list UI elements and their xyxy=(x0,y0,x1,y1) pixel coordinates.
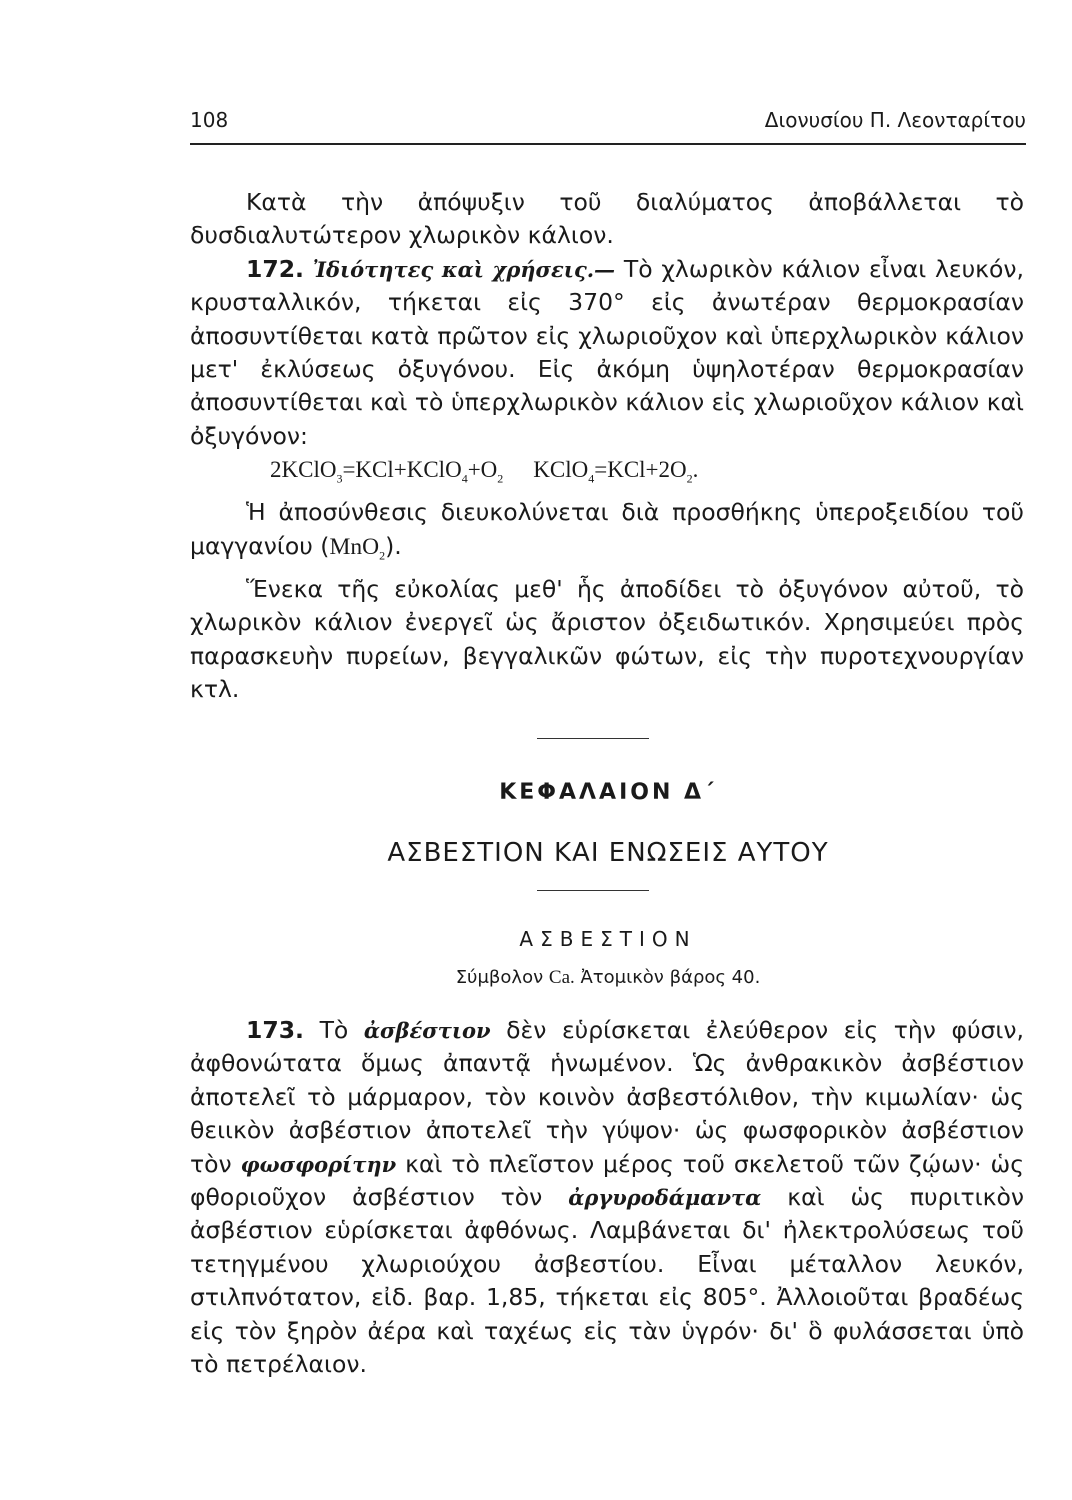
chemical-equations xyxy=(190,453,1024,496)
term-argyrodamas: ἀργυροδάμαντα xyxy=(568,1185,762,1211)
equation-1: $2KClO_3=KCl+KClO_4+O_2$ xyxy=(270,457,504,486)
element-heading: ΑΣΒΕΣΤΙΟΝ xyxy=(519,927,697,951)
element-symbol: Ca. xyxy=(548,967,575,988)
page-number: 108 xyxy=(190,108,229,132)
section-172-body: Τὸ χλωρικὸν κάλιον εἶναι λευκόν, κρυσταλλικόν, τήκεται εἰς 370° εἰς ἀνωτέραν θερμοκρασίαν ἀποσυντίθεται κατὰ πρῶτον εἰς χλωριοῦχον καὶ ὑπερχλωρικὸν κάλιον μετ' ἐκλύσεως ὀξυγόνου. Εἰς ἀκόμη ὑψηλοτέραν θερμοκρασίαν ἀποσυντίθεται καὶ τὸ ὑπερχλωρικὸν κάλιον εἰς χλωριοῦχον κάλιον καὶ ὀξυγόνον: xyxy=(190,254,1024,450)
upper-text-block xyxy=(190,186,1024,706)
decomposition-paragraph: Ἡ ἀποσύνθεσις διευκολύνεται διὰ προσθήκης ὑπεροξειδίου τοῦ μαγγανίου (MnO$_2$). xyxy=(190,498,1024,563)
section-172-heading: Ἰδιότητες καὶ χρήσεις.— xyxy=(312,256,616,282)
section-172-number: 172. xyxy=(246,254,304,283)
page-header xyxy=(190,108,1026,132)
term-asvestion: ἀσβέστιον xyxy=(363,1018,491,1043)
separator-rule-1 xyxy=(537,738,649,739)
section-173-paragraph: 173. Τὸ ἀσβέστιον δὲν εὑρίσκεται ἐλεύθερον εἰς τὴν φύσιν, ἀφθονώτατα ὅμως ἀπαντᾷ ἡνωμένον. Ὡς ἀνθρακικὸν ἀσβέστιον ἀποτελεῖ τὸ μάρμαρον, τὸν κοινὸν ἀσβεστόλιθον, τὴν κιμωλίαν· ὡς θειικὸν ἀσβέστιον ἀποτελεῖ τὴν γύψον· ὡς φωσφορικὸν ἀσβέστιον τὸν φωσφορίτην καὶ τὸ πλεῖστον μέρος τοῦ σκελετοῦ τῶν ζῴων· ὡς φθοριοῦχον ἀσβέστιον τὸν ἀργυροδάμαντα καὶ ὡς πυριτικὸν ἀσβέστιον εὑρίσκεται ἀφθόνως. Λαμβάνεται δι' ἠλεκτρολύσεως τοῦ τετηγμένου χλωριούχου ἀσβεστίου. Εἶναι μέταλλον λευκόν, στιλπνότατον, εἰδ. βαρ. 1,85, τήκεται εἰς 805°. Ἀλλοιοῦται βραδέως εἰς τὸν ξηρὸν ἀέρα καὶ ταχέως εἰς τὰν ὑγρόν· δι' ὃ φυλάσσεται ὑπὸ τὸ πετρέλαιον. xyxy=(190,1016,1024,1379)
chapter-label: ΚΕΦΑΛΑΙΟΝ Δ΄ xyxy=(499,780,717,805)
equation-2: $KClO_4=KCl+2O_2$. xyxy=(533,457,699,486)
uses-paragraph: Ἕνεκα τῆς εὐκολίας μεθ' ἧς ἀποδίδει τὸ ὀξυγόνον αὐτοῦ, τὸ χλωρικὸν κάλιον ἐνεργεῖ ὡς ἄριστον ὀξειδωτικόν. Χρησιμεύει πρὸς παρασκευὴν πυρείων, βεγγαλικῶν φώτων, εἰς τὴν πυροτεχνουργίαν κτλ. xyxy=(190,574,1024,703)
section-172-paragraph xyxy=(190,253,1024,453)
lower-text-block xyxy=(190,1014,1024,1381)
header-rule xyxy=(190,143,1026,145)
chapter-title: ΑΣΒΕΣΤΙΟΝ ΚΑΙ ΕΝΩΣΕΙΣ ΑΥΤΟΥ xyxy=(387,838,829,868)
mno2-formula: MnO$_2$ xyxy=(329,533,386,563)
section-173-number: 173. xyxy=(246,1016,304,1044)
running-title: Διονυσίου Π. Λεονταρίτου xyxy=(764,108,1026,132)
intro-paragraph: Κατὰ τὴν ἀπόψυξιν τοῦ διαλύματος ἀποβάλλεται τὸ δυσδιαλυτώτερον χλωρικὸν κάλιον. xyxy=(190,188,1024,250)
term-fosforitis: φωσφορίτην xyxy=(240,1151,397,1177)
separator-rule-2 xyxy=(537,890,649,891)
element-symbol-line: Σύμβολον Ca. Ἀτομικὸν βάρος 40. xyxy=(455,967,761,988)
